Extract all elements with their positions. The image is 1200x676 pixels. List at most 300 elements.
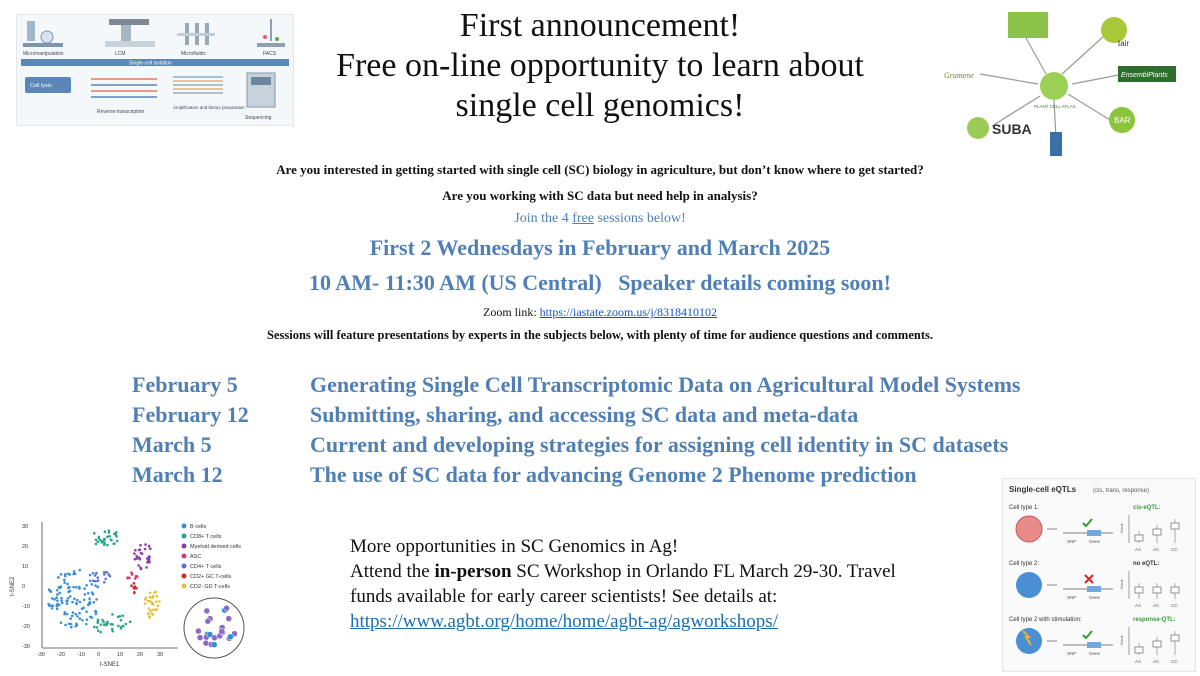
tsne-point [102, 621, 105, 624]
eqtl-row-result: response-QTL: [1133, 617, 1176, 623]
genotype-label: AC [1153, 547, 1160, 552]
tsne-point [60, 597, 63, 600]
tsne-point [138, 549, 141, 552]
tsne-point [111, 613, 114, 616]
tsne-point [92, 579, 95, 582]
tsne-points [47, 529, 160, 633]
tsne-xtick: -20 [57, 652, 65, 658]
zoom-cell [195, 628, 201, 634]
tsne-point [122, 614, 125, 617]
tsne-point [148, 607, 151, 610]
node-ensembl: EnsemblPlants [1121, 72, 1168, 79]
tsne-point [111, 623, 114, 626]
iso-item-0: Micromanipulation [23, 51, 64, 57]
tsne-point [76, 599, 79, 602]
tsne-point [133, 591, 136, 594]
tsne-point [95, 543, 98, 546]
tsne-point [98, 536, 101, 539]
gene-block [1087, 586, 1101, 592]
tsne-legend-label: CD4+ T cells [190, 564, 222, 570]
tsne-point [60, 573, 63, 576]
step-rt: Reverse transcription [97, 109, 145, 115]
tsne-point [139, 566, 142, 569]
tsne-point [58, 592, 61, 595]
genotype-label: CC [1171, 659, 1178, 664]
tsne-point [61, 602, 64, 605]
tsne-point [133, 552, 136, 555]
tsne-point [73, 570, 76, 573]
tsne-point [66, 583, 69, 586]
gene-label: Gene [1089, 651, 1101, 656]
tsne-point [83, 587, 86, 590]
tsne-point [130, 584, 133, 587]
tsne-point [97, 579, 100, 582]
tsne-legend-label: ASC [190, 554, 202, 560]
tsne-xtick: 20 [137, 652, 144, 658]
tsne-legend-swatch [182, 534, 187, 539]
more-opportunities [350, 534, 910, 634]
eqtl-row-label: Cell type 2: [1009, 561, 1040, 567]
gene-block [1087, 642, 1101, 648]
boxplot-box [1135, 647, 1143, 653]
tsne-point [91, 591, 94, 594]
tsne-point [85, 584, 88, 587]
tsne-point [106, 535, 109, 538]
intro-question-1: Are you interested in getting started with single cell (SC) biology in agriculture, but don’t know where to get started? [276, 162, 924, 177]
schedule [132, 370, 1132, 490]
tsne-point [56, 608, 59, 611]
tsne-yticks [22, 524, 30, 650]
tsne-point [115, 535, 118, 538]
tsne-point [155, 600, 158, 603]
tsne-point [51, 597, 54, 600]
tsne-ytick: -20 [22, 624, 30, 630]
tsne-point [139, 544, 142, 547]
schedule-date: February 12 [132, 402, 249, 427]
tsne-point [84, 593, 87, 596]
tsne-point [94, 584, 97, 587]
schedule-topic: Generating Single Cell Transcriptomic Data on Agricultural Model Systems [310, 372, 1021, 397]
zoom-cell [207, 632, 213, 638]
tsne-point [53, 598, 56, 601]
tsne-ylabel: t-SNE2 [10, 576, 16, 596]
snp-label: SNP [1067, 651, 1077, 656]
tsne-point [67, 597, 70, 600]
tsne-point [78, 612, 81, 615]
tsne-point [71, 615, 74, 618]
workshop-link[interactable]: https://www.agbt.org/home/home/agbt-ag/agworkshops/ [350, 611, 778, 632]
tsne-point [147, 612, 150, 615]
tsne-legend [182, 524, 242, 591]
tsne-point [66, 602, 69, 605]
tsne-point [131, 573, 134, 576]
tsne-point [144, 548, 147, 551]
tsne-point [135, 587, 138, 590]
suba-icon [967, 117, 989, 139]
step-seq: Sequencing [245, 115, 272, 121]
title-line-3: single cell genomics! [455, 87, 745, 124]
eqtl-subtitle: (cis, trans, response) [1093, 488, 1150, 494]
workflow-figure [16, 14, 294, 126]
check-icon [1083, 519, 1092, 526]
genotype-label: AC [1153, 603, 1160, 608]
tsne-legend-swatch [182, 564, 187, 569]
join-line [0, 211, 1200, 227]
genotype-label: AA [1135, 659, 1142, 664]
tsne-point [51, 604, 54, 607]
tsne-ytick: -30 [22, 644, 30, 650]
tsne-point [66, 600, 69, 603]
tsne-point [154, 609, 157, 612]
tsne-legend-swatch [182, 584, 187, 589]
step-lysis: Cell lysis [30, 83, 52, 89]
tsne-point [157, 605, 160, 608]
tsne-point [97, 629, 100, 632]
tsne-point [94, 580, 97, 583]
tsne-point [93, 601, 96, 604]
tsne-point [158, 600, 161, 603]
tsne-point [116, 540, 119, 543]
tsne-point [97, 576, 100, 579]
eqtl-rows [1009, 505, 1179, 664]
tsne-point [151, 609, 154, 612]
time-line: 10 AM- 11:30 AM (US Central) Speaker details coming soon! [309, 270, 891, 295]
tsne-point [140, 552, 143, 555]
schedule-topic: Submitting, sharing, and accessing SC data and meta-data [310, 402, 859, 427]
eqtl-row-label: Cell type 1: [1009, 505, 1040, 511]
tsne-plot [8, 516, 292, 668]
tsne-point [78, 586, 81, 589]
tsne-point [67, 591, 70, 594]
tsne-point [151, 603, 154, 606]
zoom-cell [211, 642, 217, 648]
zoom-circle [184, 598, 244, 658]
join-post: sessions below! [593, 211, 686, 226]
tsne-point [106, 571, 109, 574]
tsne-xlabel: t-SNE1 [100, 662, 120, 668]
tsne-point [97, 540, 100, 543]
tsne-point [72, 611, 75, 614]
schedule-topic: Current and developing strategies for assigning cell identity in SC datasets [310, 432, 1009, 457]
tsne-point [149, 596, 152, 599]
schedule-row [132, 460, 1132, 490]
tsne-point [76, 615, 79, 618]
tsne-point [144, 598, 147, 601]
tsne-point [56, 589, 59, 592]
attend-post: SC Workshop in Orlando FL March 29-30. Travel funds available for early career scientists! See details at: [350, 561, 896, 607]
isolation-label: Single-cell isolation [129, 60, 172, 67]
schedule-topic: The use of SC data for advancing Genome 2 Phenome prediction [310, 462, 917, 487]
tsne-point [146, 557, 149, 560]
node-tair: tair [1118, 39, 1130, 48]
tsne-point [93, 532, 96, 535]
tsne-point [106, 621, 109, 624]
tsne-point [101, 541, 104, 544]
tsne-point [117, 625, 120, 628]
boxplot-box [1153, 641, 1161, 647]
tsne-point [57, 576, 60, 579]
tsne-point [63, 613, 66, 616]
tsne-point [95, 598, 98, 601]
tsne-point [59, 586, 62, 589]
tsne-legend-swatch [182, 544, 187, 549]
tsne-ytick: 10 [22, 564, 29, 570]
tsne-point [103, 571, 106, 574]
cross-icon [1085, 575, 1093, 583]
eqtl-diagram [1003, 479, 1195, 671]
tsne-point [64, 624, 67, 627]
iso-item-1: LCM [115, 51, 126, 57]
tsne-legend-label: CD8+ T cells [190, 534, 222, 540]
tsne-ytick: -10 [22, 604, 30, 610]
tsne-point [94, 610, 97, 613]
tsne-legend-label: Myeloid derived cells [190, 544, 242, 550]
tsne-point [89, 601, 92, 604]
zoom-cell [204, 608, 210, 614]
tsne-point [149, 591, 152, 594]
tsne-point [103, 538, 106, 541]
tsne-point [133, 582, 136, 585]
eqtl-row-label: Cell type 2 with stimulation: [1009, 617, 1082, 623]
node-gramene: Gramene [944, 71, 974, 80]
zoom-line [0, 305, 1200, 320]
node-suba: SUBA [992, 121, 1032, 137]
tsne-point [111, 630, 114, 633]
attend-pre: Attend the [350, 561, 435, 582]
tsne-point [134, 558, 137, 561]
zoom-cell [227, 634, 233, 640]
boxplot-axis-label: Gene [1119, 579, 1124, 589]
tsne-point [151, 612, 154, 615]
tsne-point [125, 623, 128, 626]
gene-label: Gene [1089, 539, 1101, 544]
sequencer-icon [247, 73, 275, 107]
tsne-point [96, 626, 99, 629]
tsne-point [72, 586, 75, 589]
tsne-point [110, 539, 113, 542]
tsne-ytick: 20 [22, 544, 29, 550]
schedule-date: February 5 [132, 372, 238, 397]
iso-item-2: Microfluidic [181, 51, 207, 57]
tsne-point [115, 531, 118, 534]
tsne-point [97, 618, 100, 621]
tsne-point [83, 599, 86, 602]
tsne-point [70, 626, 73, 629]
tsne-point [113, 542, 116, 545]
tsne-point [85, 610, 88, 613]
tsne-point [108, 529, 111, 532]
tsne-xtick: 30 [157, 652, 164, 658]
tsne-point [89, 574, 92, 577]
tsne-xtick: 10 [117, 652, 124, 658]
tsne-point [129, 620, 132, 623]
zoom-label: Zoom link: [483, 305, 540, 319]
tsne-point [104, 578, 107, 581]
title-line-1: First announcement! [459, 7, 741, 44]
genotype-label: AA [1135, 547, 1142, 552]
announcement-title [300, 6, 900, 126]
tsne-figure [8, 516, 292, 668]
tsne-point [78, 569, 81, 572]
tsne-point [47, 603, 50, 606]
genotype-label: CC [1171, 547, 1178, 552]
tsne-point [92, 572, 95, 575]
step-amp: Amplification and library preparation [173, 105, 245, 110]
intro-question-2: Are you working with SC data but need help in analysis? [442, 188, 758, 203]
check-icon [1083, 631, 1092, 638]
tsne-point [132, 586, 135, 589]
boxplot-box [1135, 587, 1143, 593]
eqtl-title: Single-cell eQTLs [1009, 485, 1077, 494]
tsne-point [148, 615, 151, 618]
tsne-point [144, 543, 147, 546]
tsne-point [109, 575, 112, 578]
tsne-point [145, 566, 148, 569]
boxplot-axis-label: Gene [1119, 635, 1124, 645]
atlas-diagram [938, 8, 1178, 158]
boxplot-box [1171, 523, 1179, 529]
zoom-cell [219, 628, 225, 634]
tsne-point [56, 599, 59, 602]
tsne-point [137, 564, 140, 567]
more-line-1: More opportunities in SC Genomics in Ag! [350, 536, 679, 557]
zoom-cell [203, 640, 209, 646]
tsne-point [91, 616, 94, 619]
eqtl-figure [1002, 478, 1196, 672]
tsne-point [100, 623, 103, 626]
tsne-point [69, 617, 72, 620]
tsne-xtick: 0 [97, 652, 101, 658]
tsne-point [75, 602, 78, 605]
zoom-cell [205, 618, 211, 624]
tsne-point [120, 619, 123, 622]
tsne-point [148, 545, 151, 548]
tsne-point [87, 592, 90, 595]
tsne-xtick: -30 [37, 652, 45, 658]
tsne-xtick: -10 [77, 652, 85, 658]
eqtl-row-result: no eQTL: [1133, 561, 1160, 567]
tsne-point [95, 613, 98, 616]
tsne-point [81, 619, 84, 622]
gene-label: Gene [1089, 595, 1101, 600]
tsne-point [144, 602, 147, 605]
genotype-label: AA [1135, 603, 1142, 608]
tsne-point [48, 588, 51, 591]
genotype-label: CC [1171, 603, 1178, 608]
tsne-point [71, 601, 74, 604]
join-free: free [572, 211, 594, 226]
tsne-point [105, 623, 108, 626]
tsne-point [64, 573, 67, 576]
tsne-ytick: 30 [22, 524, 29, 530]
iso-item-3: FACS [263, 51, 277, 57]
cell-icon [1016, 572, 1042, 598]
zoom-link[interactable]: https://iastate.zoom.us/j/8318410102 [539, 305, 717, 319]
tsne-point [106, 544, 109, 547]
tsne-point [99, 631, 102, 634]
tsne-point [75, 586, 78, 589]
plant-cell-atlas-figure [938, 8, 1178, 158]
tsne-point [156, 595, 159, 598]
tsne-point [135, 555, 138, 558]
tsne-legend-label: B cells [190, 524, 207, 530]
tsne-legend-swatch [182, 574, 187, 579]
tsne-point [70, 623, 73, 626]
tsne-point [117, 615, 120, 618]
tsne-legend-swatch [182, 554, 187, 559]
tsne-point [94, 574, 97, 577]
tsne-point [151, 596, 154, 599]
zoom-cell [197, 635, 203, 641]
more-body [350, 559, 910, 634]
snp-label: SNP [1067, 595, 1077, 600]
tsne-legend-swatch [182, 524, 187, 529]
tsne-point [153, 591, 156, 594]
tsne-point [88, 597, 91, 600]
tsne-point [95, 572, 98, 575]
tsne-point [91, 583, 94, 586]
tsne-point [149, 547, 152, 550]
tsne-point [72, 573, 75, 576]
boxplot-box [1153, 587, 1161, 593]
tsne-point [58, 604, 61, 607]
tsne-point [139, 558, 142, 561]
tsne-point [108, 535, 111, 538]
tsne-point [63, 581, 66, 584]
schedule-row [132, 370, 1132, 400]
tsne-xticks [37, 652, 163, 658]
tsne-point [103, 543, 106, 546]
boxplot-box [1171, 587, 1179, 593]
join-pre: Join the 4 [514, 211, 573, 226]
title-line-2: Free on-line opportunity to learn about [336, 47, 864, 84]
tsne-point [85, 623, 88, 626]
tsne-legend-label: CD2- GD T-cells [190, 584, 230, 590]
atlas-center-label: PLANT CELL ATLAS [1034, 104, 1076, 109]
tsne-point [68, 573, 71, 576]
tsne-point [89, 580, 92, 583]
tsne-legend-label: CD2+ GC T-cells [190, 574, 232, 580]
tsne-point [51, 607, 54, 610]
tsne-point [68, 586, 71, 589]
atlas-center-icon [1040, 72, 1068, 100]
tsne-point [104, 530, 107, 533]
tsne-ytick: 0 [22, 584, 26, 590]
zoom-cell [224, 605, 230, 611]
tsne-point [55, 596, 58, 599]
node-bar: BAR [1114, 116, 1131, 125]
tsne-point [63, 579, 66, 582]
leaf-image-icon [1008, 12, 1048, 38]
schedule-row [132, 400, 1132, 430]
boxplot-box [1135, 535, 1143, 541]
cell-icon [1016, 516, 1042, 542]
dates-line: First 2 Wednesdays in February and March 2025 [369, 235, 831, 260]
schedule-date: March 12 [132, 462, 223, 487]
gene-block [1087, 530, 1101, 536]
tsne-point [93, 626, 96, 629]
tsne-point [60, 599, 63, 602]
tsne-point [60, 621, 63, 624]
zoom-cell [226, 616, 232, 622]
boxplot-box [1171, 635, 1179, 641]
tsne-point [136, 575, 139, 578]
tsne-point [120, 626, 123, 629]
tsne-point [66, 613, 69, 616]
boxplot-axis-label: Gene [1119, 523, 1124, 533]
workflow-diagram [17, 15, 293, 125]
tsne-point [95, 539, 98, 542]
